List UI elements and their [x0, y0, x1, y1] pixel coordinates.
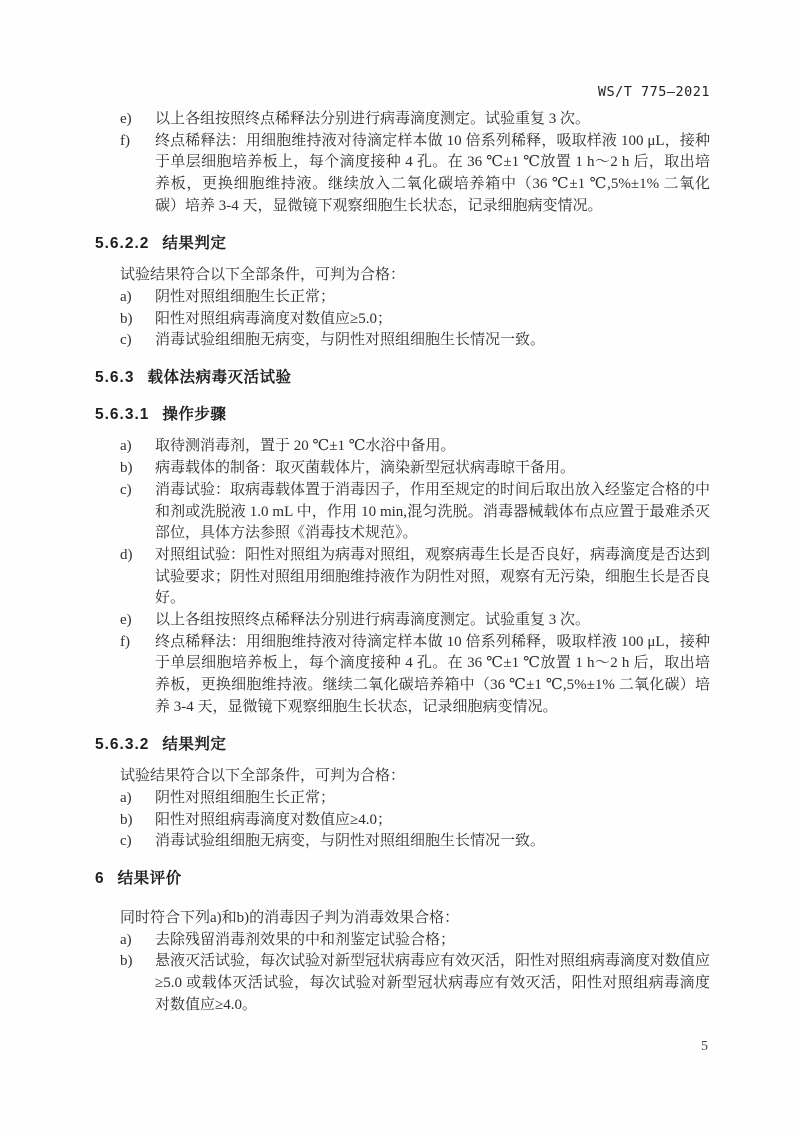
list-item-text: 终点稀释法：用细胞维持液对待滴定样本做 10 倍系列稀释，吸取样液 100 μL，接种于单层细胞培养板上，每个滴度接种 4 孔。在 36 ℃±1 ℃放置 1 h～2 h 后，取出培养板，更换细胞维持液。继续二氧化碳培养箱中（36 ℃±1 ℃,5%±1% 二氧化碳）培养 3-4 天，显微镜下观察细胞生长状态，记录细胞病变情况。 — [155, 633, 710, 715]
ordered-list — [95, 287, 710, 352]
list-item-text: 消毒试验：取病毒载体置于消毒因子，作用至规定的时间后取出放入经鉴定合格的中和剂或洗脱液 1.0 mL 中，作用 10 min,混匀洗脱。消毒器械载体布点应置于最难杀灭部位，具体方法参照《消毒技术规范》。 — [155, 481, 711, 542]
list-item-marker: f) — [120, 633, 130, 650]
list-item-marker: a) — [120, 438, 132, 455]
paragraph: 试验结果符合以下全部条件，可判为合格： — [120, 267, 406, 284]
list-item — [95, 131, 710, 218]
list-item — [95, 788, 710, 810]
list-item-marker: b) — [120, 310, 133, 327]
ordered-list — [95, 436, 710, 718]
page-number: 5 — [701, 1039, 708, 1054]
list-item — [95, 831, 710, 853]
section-title: 结果判定 — [162, 234, 227, 252]
list-item-marker: b) — [120, 460, 133, 477]
list-item-text: 阴性对照组细胞生长正常； — [155, 288, 336, 305]
list-item — [95, 951, 710, 1016]
list-item-text: 去除残留消毒剂效果的中和剂鉴定试验合格； — [155, 931, 456, 948]
list-item-text: 阳性对照组病毒滴度对数值应≥5.0； — [155, 310, 392, 327]
list-item — [95, 930, 710, 952]
list-item-text: 阴性对照组细胞生长正常； — [155, 789, 336, 806]
paragraph: 试验结果符合以下全部条件，可判为合格： — [120, 768, 406, 785]
list-item-marker: e) — [120, 612, 132, 629]
document-body — [95, 109, 710, 1016]
list-item-text: 对照组试验：阳性对照组为病毒对照组，观察病毒生长是否良好，病毒滴度是否达到试验要求；阴性对照组用细胞维持液作为阴性对照，观察有无污染，细胞生长是否良好。 — [155, 546, 711, 607]
list-item — [95, 610, 710, 632]
list-item-text: 病毒载体的制备：取灭菌载体片，滴染新型冠状病毒晾干备用。 — [155, 460, 576, 477]
section-heading — [95, 404, 710, 426]
section-title: 载体法病毒灭活试验 — [147, 369, 292, 387]
ordered-list — [95, 109, 710, 218]
list-item-marker: c) — [120, 332, 132, 349]
paragraph: 同时符合下列a)和b)的消毒因子判为消毒效果合格： — [120, 909, 460, 926]
list-item-text: 悬液灭活试验，每次试验对新型冠状病毒应有效灭活，阳性对照组病毒滴度对数值应≥5.0 或载体灭活试验，每次试验对新型冠状病毒应有效灭活，阳性对照组病毒滴度对数值应≥4.0。 — [155, 953, 711, 1013]
section-number: 5.6.3 — [95, 369, 135, 387]
list-item — [95, 545, 710, 610]
list-item — [95, 480, 710, 545]
list-item-marker: c) — [120, 833, 132, 850]
list-item-text: 消毒试验组细胞无病变，与阴性对照组细胞生长情况一致。 — [155, 332, 546, 349]
list-item — [95, 458, 710, 480]
ordered-list — [95, 930, 710, 1017]
standard-number-header: WS/T 775—2021 — [597, 84, 710, 100]
list-item — [95, 287, 710, 309]
list-item — [95, 109, 710, 131]
section-heading — [95, 734, 710, 756]
list-item-marker: d) — [120, 546, 133, 563]
section-title: 操作步骤 — [162, 405, 227, 423]
section-title: 结果评价 — [117, 870, 182, 888]
section-heading — [95, 868, 710, 890]
section-number: 5.6.3.1 — [95, 405, 150, 423]
list-item-marker: c) — [120, 481, 132, 498]
ordered-list — [95, 788, 710, 853]
list-item — [95, 810, 710, 832]
list-item-text: 终点稀释法：用细胞维持液对待滴定样本做 10 倍系列稀释，吸取样液 100 μL，接种于单层细胞培养板上，每个滴度接种 4 孔。在 36 ℃±1 ℃放置 1 h～2 h 后，取出培养板，更换细胞维持液。继续放入二氧化碳培养箱中（36 ℃±1 ℃,5%±1% 二氧化碳）培养 3-4 天，显微镜下观察细胞生长状态，记录细胞病变情况。 — [155, 132, 710, 214]
section-title: 结果判定 — [162, 735, 227, 753]
list-item-marker: a) — [120, 931, 132, 948]
list-item — [95, 436, 710, 458]
list-item-text: 以上各组按照终点稀释法分别进行病毒滴度测定。试验重复 3 次。 — [155, 111, 591, 127]
list-item-marker: a) — [120, 789, 132, 806]
list-item-marker: a) — [120, 288, 132, 305]
list-item — [95, 632, 710, 719]
section-heading — [95, 233, 710, 255]
section-number: 5.6.2.2 — [95, 234, 150, 252]
list-item-text: 取待测消毒剂，置于 20 ℃±1 ℃水浴中备用。 — [155, 438, 456, 455]
section-number: 5.6.3.2 — [95, 735, 150, 753]
list-item — [95, 330, 710, 352]
list-item-text: 以上各组按照终点稀释法分别进行病毒滴度测定。试验重复 3 次。 — [155, 612, 591, 629]
section-heading — [95, 367, 710, 389]
list-item-text: 阳性对照组病毒滴度对数值应≥4.0； — [155, 811, 392, 828]
section-number: 6 — [95, 870, 105, 888]
list-item-text: 消毒试验组细胞无病变，与阴性对照组细胞生长情况一致。 — [155, 833, 546, 850]
list-item-marker: e) — [120, 111, 132, 127]
list-item-marker: f) — [120, 132, 130, 149]
list-item-marker: b) — [120, 953, 133, 970]
list-item-marker: b) — [120, 811, 133, 828]
list-item — [95, 309, 710, 331]
